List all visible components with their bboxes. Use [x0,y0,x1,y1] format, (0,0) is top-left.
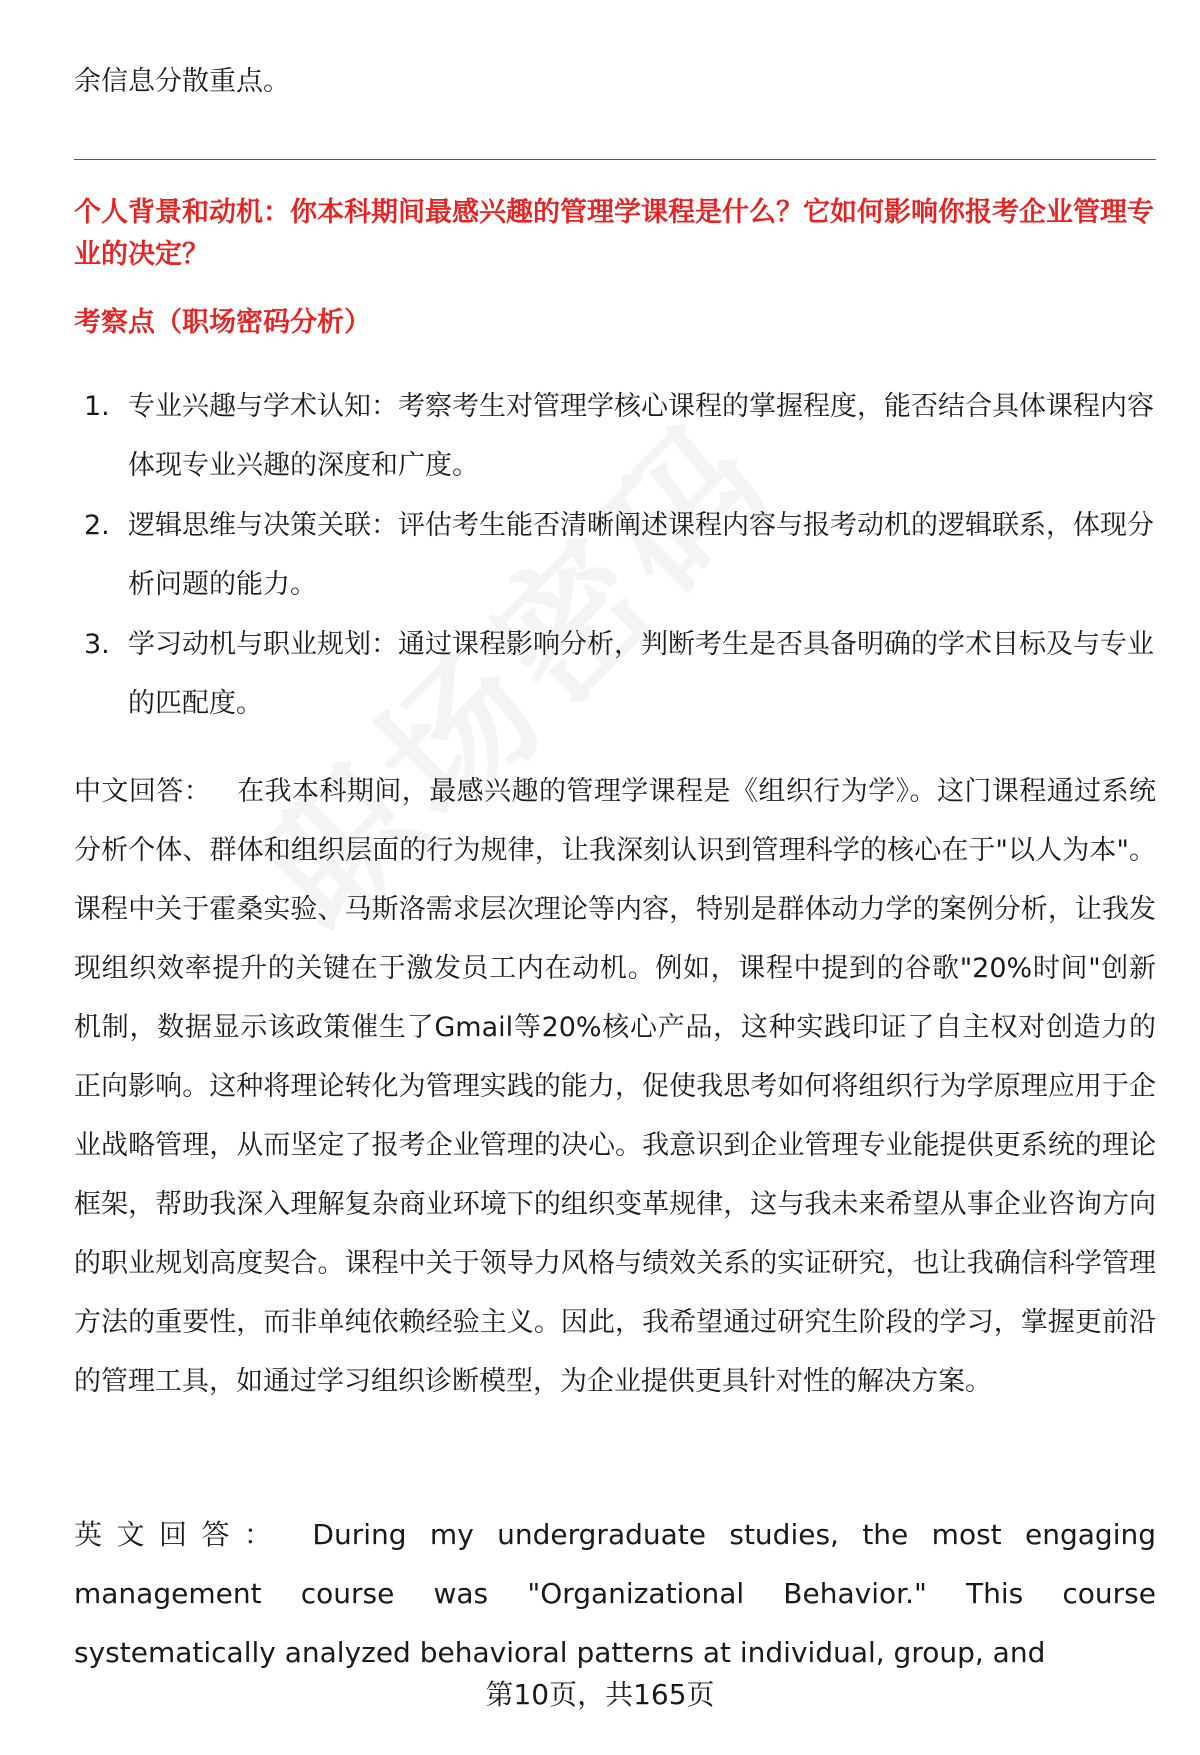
chinese-answer-label: 中文回答： [74,776,212,807]
list-item-number: 3. [84,629,110,660]
page-number: 第10页，共165页 [485,1678,715,1711]
chinese-answer [74,762,1156,1411]
continued-text: 余信息分散重点。 [74,66,290,97]
list-item-number: 1. [84,391,110,422]
list-item-text: 专业兴趣与学术认知：考察考生对管理学核心课程的掌握程度，能否结合具体课程内容体现专业兴趣的深度和广度。 [128,391,1154,481]
chinese-answer-text: 在我本科期间，最感兴趣的管理学课程是《组织行为学》。这门课程通过系统分析个体、群体和组织层面的行为规律，让我深刻认识到管理科学的核心在于"以人为本"。课程中关于霍桑实验、马斯洛需求层次理论等内容，特别是群体动力学的案例分析，让我发现组织效率提升的关键在于激发员工内在动机。例如，课程中提到的谷歌"20%时间"创新机制，数据显示该政策催生了Gmail等20%核心产品，这种实践印证了自主权对创造力的正向影响。这种将理论转化为管理实践的能力，促使我思考如何将组织行为学原理应用于企业战略管理，从而坚定了报考企业管理的决心。我意识到企业管理专业能提供更系统的理论框架，帮助我深入理解复杂商业环境下的组织变革规律，这与我未来希望从事企业咨询方向的职业规划高度契合。课程中关于领导力风格与绩效关系的实证研究，也让我确信科学管理方法的重要性，而非单纯依赖经验主义。因此，我希望通过研究生阶段的学习，掌握更前沿的管理工具，如通过学习组织诊断模型，为企业提供更具针对性的解决方案。 [74,776,1156,1397]
list-item-text: 逻辑思维与决策关联：评估考生能否清晰阐述课程内容与报考动机的逻辑联系，体现分析问题的能力。 [128,510,1154,600]
list-item-number: 2. [84,510,110,541]
list-item [74,615,1156,733]
assessment-points-list [74,377,1156,734]
list-item [74,377,1156,495]
question-heading: 个人背景和动机：你本科期间最感兴趣的管理学课程是什么？它如何影响你报考企业管理专业的决定？ [74,197,1154,270]
english-answer-label: 英文回答： [74,1518,287,1551]
list-item-text: 学习动机与职业规划：通过课程影响分析，判断考生是否具备明确的学术目标及与专业的匹配度。 [128,629,1154,719]
list-item [74,496,1156,614]
english-answer [74,1505,1156,1682]
english-answer-text: During my undergraduate studies, the most engaging management course was "Organizational Behavior." This course systematically analyzed behavioral patterns at individual, group, and [74,1518,1156,1669]
section-title: 考察点（职场密码分析） [74,307,371,338]
divider [74,159,1156,160]
